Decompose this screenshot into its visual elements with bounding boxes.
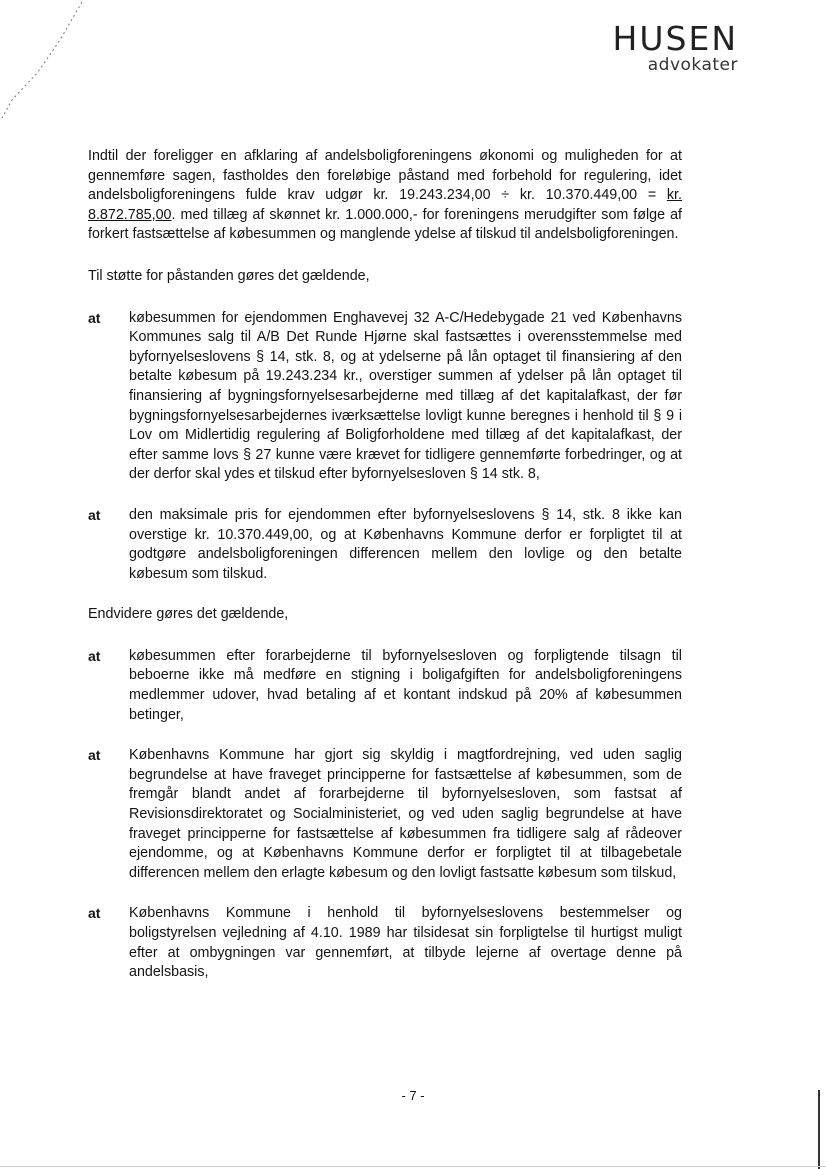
intro-amount: kr. 8.872.785,00 (88, 187, 682, 223)
support-lead: Til støtte for påstanden gøres det gældende, (88, 267, 370, 284)
item-label: at (88, 747, 101, 764)
item-label: at (88, 309, 101, 326)
item-label: at (88, 905, 101, 922)
list-item (88, 309, 682, 485)
further-lead: Endvidere gøres det gældende, (88, 606, 289, 623)
item-text: den maksimale pris for ejendommen efter byfornyelseslovens § 14, stk. 8 ikke kan overstige kr. 10.370.449,00, og at Københavns Kommune derfor er forpligtet til at godtgøre andelsboligforeningen differencen mellem den lovlige og den betalte købesum som tilskud. (129, 506, 682, 582)
item-text: købesummen for ejendommen Enghavevej 32 A-C/Hedebygade 21 ved Københavns Kommunes salg til A/B Det Runde Hjørne skal fastsættes i overensstemmelse med byfornyelseslovens § 14, stk. 8, og at ydelserne på lån optaget til finansiering af den betalte købesum på 19.243.234 kr., overstiger summen af ydelser på lån optaget til finansiering af bygningsfornyelsesarbejderne med tillæg af det kapitalafkast, der før bygningsfornyelsesarbejdernes iværksættelse lovligt kunne beregnes i henhold til § 9 i Lov om Midlertidig regulering af Boligforholdene med tillæg af det kapitalafkast, der efter samme lovs § 27 kunne være krævet for tidligere gennemførte forbedringer, og at der derfor skal ydes et tilskud efter byfornyelsesloven § 14 stk. 8, (129, 309, 682, 483)
item-label: at (88, 647, 101, 664)
scan-edge-line (818, 1090, 820, 1169)
page-bottom-edge (0, 1166, 826, 1167)
page-number: - 7 - (401, 1088, 425, 1103)
item-text: Københavns Kommune har gjort sig skyldig i magtfordrejning, ved uden saglig begrundelse at have fraveget principperne for fastsættelse af købesummen, som de fremgår blandt andet af forarbejderne til byfornyelsesloven, som fastsat af Revisionsdirektoratet og Socialministeriet, og ved uden saglig begrundelse at have fraveget principperne for fastsættelse af købesummen fra tidligere salg af rådeover ejendomme, og at Københavns Kommune derfor er forpligtet til at tilbagebetale differencen mellem den erlagte købesum og den lovligt fastsatte købesum som tilskud, (129, 747, 682, 881)
firm-logo (612, 19, 738, 75)
list-item (88, 904, 682, 982)
intro-paragraph (88, 147, 682, 245)
item-text: Københavns Kommune i henhold til byfornyelseslovens bestemmelser og boligstyrelsen vejledning af 4.10. 1989 har tilsidesat sin forpligtelse til hurtigst muligt efter at ombygningen var gennemført, at tilbyde lejerne af overtage denne på andelsbasis, (129, 905, 682, 981)
logo-subtitle: advokater (647, 55, 738, 75)
list-item (88, 647, 682, 725)
document-body (88, 147, 682, 1004)
item-text: købesummen efter forarbejderne til byfornyelsesloven og forpligtende tilsagn til beboerne ikke må medføre en stigning i boligafgiften for andelsboligforeningens medlemmer udover, hvad betaling af et kontant indskud på 20% af købesummen betinger, (129, 647, 682, 723)
intro-text-part2: . med tillæg af skønnet kr. 1.000.000,- for foreningens merudgifter som følge af forkert fastsættelse af købesummen og manglende ydelse af tilskud til andelsboligforeningen. (88, 206, 682, 243)
item-label: at (88, 506, 101, 523)
intro-text-part1: Indtil der foreligger en afklaring af andelsboligforeningens økonomi og muligheden for at gennemføre sagen, fastholdes den foreløbige påstand med forbehold for regulering, idet andelsboligforeningens fulde krav udgør kr. 19.243.234,00 ÷ kr. 10.370.449,00 = (88, 148, 682, 204)
scan-artifact-line (0, 0, 100, 130)
list-item (88, 746, 682, 883)
logo-name: HUSEN (612, 19, 738, 58)
list-item (88, 506, 682, 584)
